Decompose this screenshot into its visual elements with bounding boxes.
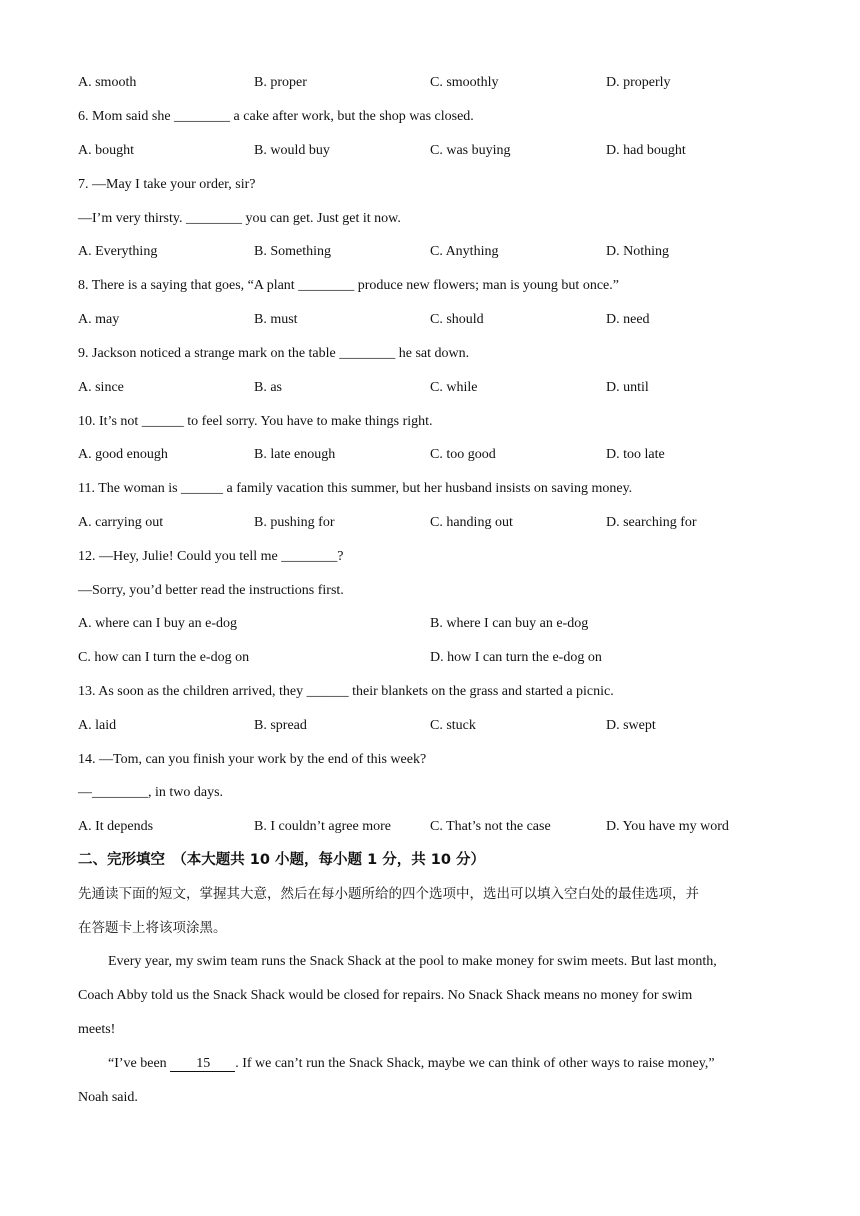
q10-stem: 10. It’s not ______ to feel sorry. You have to make things right. (78, 414, 433, 429)
passage-para1-line3: meets! (78, 1022, 116, 1037)
q6-option-a: A. bought (78, 143, 134, 158)
q14-stem: 14. —Tom, can you finish your work by the end of this week? (78, 752, 427, 767)
q11-option-a: A. carrying out (78, 515, 164, 530)
blank-15 (170, 1057, 235, 1072)
section2-heading: 二、完形填空 （本大题共 10 小题，每小题 1 分，共 10 分） (78, 852, 485, 868)
q12-option-a: A. where can I buy an e-dog (78, 616, 237, 631)
q9-option-d: D. until (606, 380, 649, 395)
q7-option-c: C. Anything (430, 244, 499, 259)
q7-option-b: B. Something (254, 244, 332, 259)
q13-stem: 13. As soon as the children arrived, they ______ their blankets on the grass and started a picnic. (78, 684, 614, 699)
q13-option-c: C. stuck (430, 718, 476, 733)
q8-option-d: D. need (606, 312, 650, 327)
q6-option-b: B. would buy (254, 143, 330, 158)
q14-option-b: B. I couldn’t agree more (254, 819, 391, 834)
q8-stem: 8. There is a saying that goes, “A plant ________ produce new flowers; man is young but once.” (78, 278, 619, 293)
q12-option-c: C. how can I turn the e-dog on (78, 650, 250, 665)
section2-instruction-line2: 在答题卡上将该项涂黑。 (78, 920, 227, 936)
q8-option-c: C. should (430, 312, 484, 327)
q8-option-a: A. may (78, 312, 120, 327)
q11-option-b: B. pushing for (254, 515, 335, 530)
q11-option-c: C. handing out (430, 515, 513, 530)
q12-stem-reply: —Sorry, you’d better read the instructions first. (78, 583, 344, 598)
q14-stem-reply: —________, in two days. (78, 785, 224, 800)
q5-option-d: D. properly (606, 75, 671, 90)
q7-option-d: D. Nothing (606, 244, 669, 259)
q13-option-a: A. laid (78, 718, 117, 733)
q5-option-c: C. smoothly (430, 75, 499, 90)
passage-para2-text-start: “I’ve been (108, 1056, 171, 1071)
blank-15-number: 15 (196, 1056, 211, 1071)
q10-option-d: D. too late (606, 447, 665, 462)
q9-option-b: B. as (254, 380, 282, 395)
q14-option-a: A. It depends (78, 819, 154, 834)
q11-option-d: D. searching for (606, 515, 697, 530)
q7-option-a: A. Everything (78, 244, 158, 259)
q7-stem: 7. —May I take your order, sir? (78, 177, 256, 192)
passage-para2-line2: Noah said. (78, 1090, 138, 1105)
q12-option-d: D. how I can turn the e-dog on (430, 650, 602, 665)
q5-option-a: A. smooth (78, 75, 137, 90)
passage-para1-line1: Every year, my swim team runs the Snack Shack at the pool to make money for swim meets. But last month, (108, 954, 717, 969)
q13-option-b: B. spread (254, 718, 307, 733)
q5-option-b: B. proper (254, 75, 307, 90)
q7-stem-reply: —I’m very thirsty. ________ you can get. Just get it now. (78, 211, 401, 226)
q9-option-a: A. since (78, 380, 124, 395)
section2-instruction-line1: 先通读下面的短文，掌握其大意，然后在每小题所给的四个选项中，选出可以填入空白处的最佳选项，并 (78, 886, 699, 902)
q12-stem: 12. —Hey, Julie! Could you tell me ________? (78, 549, 344, 564)
q10-option-a: A. good enough (78, 447, 168, 462)
q14-option-c: C. That’s not the case (430, 819, 551, 834)
q12-option-b: B. where I can buy an e-dog (430, 616, 589, 631)
passage-para2-line1 (108, 1055, 715, 1073)
q9-option-c: C. while (430, 380, 478, 395)
q9-stem: 9. Jackson noticed a strange mark on the table ________ he sat down. (78, 346, 470, 361)
q6-option-c: C. was buying (430, 143, 511, 158)
q6-stem: 6. Mom said she ________ a cake after work, but the shop was closed. (78, 109, 474, 124)
q13-option-d: D. swept (606, 718, 656, 733)
q8-option-b: B. must (254, 312, 298, 327)
q10-option-c: C. too good (430, 447, 496, 462)
q6-option-d: D. had bought (606, 143, 686, 158)
passage-para1-line2: Coach Abby told us the Snack Shack would be closed for repairs. No Snack Shack means no money for swim (78, 988, 693, 1003)
q10-option-b: B. late enough (254, 447, 336, 462)
passage-para2-text-end: . If we can’t run the Snack Shack, maybe we can think of other ways to raise money,” (235, 1056, 715, 1071)
q14-option-d: D. You have my word (606, 819, 729, 834)
q11-stem: 11. The woman is ______ a family vacation this summer, but her husband insists on saving money. (78, 481, 633, 496)
